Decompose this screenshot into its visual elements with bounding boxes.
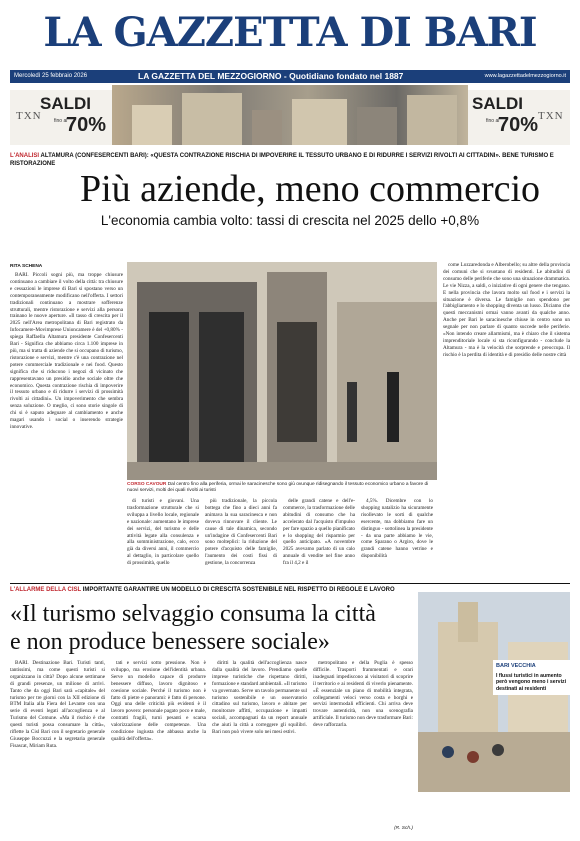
masthead [0,0,580,70]
sidebar-title: BARI VECCHIA [496,663,536,669]
photo-caption-text: Dal centro fino alla periferia, ormai le saracinesche sono giù ovunque ridisegnando il tessuto economico urbano a favore di nuovi servizi, molti dei quali rivolti ai turisti [127,482,429,493]
ad-right-fino: fino al [486,118,500,124]
ad-right[interactable] [468,90,570,145]
article1-column-5 [361,498,433,578]
article1-column-6 [443,262,570,578]
article1-col6-text: come Lozzaredonda e Alberobello; su altre della provincia dei comuni che si svuotano di residenti. Le abitudini di consumo delle periferie che sono una situazione drammatica. Le vie Nizza, a saldi, o iniziative di ogni genere che tengano. E nella provincia che lavora molto sul food e i servizi la situazione è diversa. Le famiglie non spendono per l'abbigliamento e lo shopping diventa un lusso. Diciamo che questi meccanismi ormai vanno avanti da qualche anno. Anche per Bari le saracinesche chiuse in centro sono un segnale per non parlare di quanto succede nelle periferie. «Non intendo creare allarmismi, ma è chiaro che il sistema imprenditoriale locale si sta riconfigurando - conclude la Altamura - ma è la velocità che sorprende e preoccupa. Il rischio è la perdita di identità e di presidio delle nostre città [443,262,570,358]
sidebar-caption-text: I flussi turistici in aumento però vengono meno i servizi destinati ai residenti [496,672,567,692]
street-scene [127,262,437,480]
ad-left-percent: 70% [66,114,107,136]
article2-kicker-label: L'ALLARME DELLA CISL [10,587,82,593]
issue-date: Mercoledì 25 febbraio 2026 [14,73,88,79]
masthead-bar [10,70,570,83]
section-divider [10,583,570,584]
article2-col3-text: diritti la qualità dell'accoglienza nasce dalla qualità del lavoro. Prendiamo quelle imprese turistiche che rispettano diritti, formazione e standard ambientali. «Il turismo va governato. Serve un tavolo permanente sul turismo sostenibile e un osservatorio cittadino sul turismo, lavoro e abitare per monitorare affitti, occupazione e impatti sociali, accompagnati da un report annuale che aiuti la città a correggere gli squilibri. Bari non può vivere solo nei mesi estivi. [212,660,307,736]
skyline-shapes [112,85,468,145]
ad-right-brand: TXN [538,110,564,122]
article2-headline-line1: «Il turismo selvaggio consuma la città [10,601,376,627]
bari-skyline-photo [112,85,468,145]
article2-signature: (R. Sch.) [394,826,413,831]
corso-cavour-photo [127,262,437,480]
article1-col5-text: 4,5%. Dicembre con lo shopping natalizio ha sicuramente risollevato le sorti di qualche esercente, ma dobbiamo fare un distinguo - sottolinea la presidente - da una parte abbiamo le vie, come Sparano o Argiro, dove le grandi catene hanno vetrine e disponibilità [361,498,433,560]
ad-left-brand: TXN [16,110,42,122]
article1-headline: Più aziende, meno commercio [79,168,541,210]
ad-left-saldi: SALDI [40,94,91,113]
article2-column-4 [313,660,413,823]
byline: RITA SCHENA [10,264,43,269]
article1-col4-text: delle grandi catene e dell'e-commerce, la trasformazione delle abitudini di consumo che ha accelerato dal l'acquisto d'impulso per fare spazio a quello pianificato e lo shopping del risparmio per quello anticipato. «A novembre 2025 avevamo parlato di un calo annuale di vendite nel fine anno fra il 4,2 e il [283,498,355,567]
masthead-subtitle: LA GAZZETTA DEL MEZZOGIORNO - Quotidiano fondato nel 1887 [138,71,404,81]
ad-right-saldi: SALDI [472,94,523,113]
website-link[interactable]: www.lagazzettadelmezzogiorno.it [484,73,566,79]
article1-kicker-text: ALTAMURA (CONFESERCENTI BARI): «QUESTA CONTRAZIONE RISCHIA DI IMPOVERIRE IL TESSUTO URBANO E DI RIDURRE I SERVIZI RIVOLTI AI CITTADINI». BENE TURISMO E RISTORAZIONE [10,153,554,167]
ad-right-percent: 70% [498,114,539,136]
article2-kicker [10,586,410,594]
article2-kicker-text: IMPORTANTE GARANTIRE UN MODELLO DI CRESCITA SOSTENIBILE NEL RISPETTO DI REGOLE E LAVORO [82,587,395,593]
article1-kicker [10,152,570,168]
article2-col4-text: metropolitano e della Puglia è spesso difficile. Trasporti frammentati e orari inadeguati impediscono ai visitatori di scoprire il territorio e ai residenti di viverlo pienamente. «È essenziale un piano di mobilità integrata, collegamenti veloci verso costa e borghi e servizi intermodali efficienti. Chi arriva deve trovare autenticità, non una scenografia artificiale. Il turismo non deve trasformare Bari: deve rafforzarla. [313,660,413,729]
article1-column-2 [127,498,199,578]
photo-caption [127,482,437,494]
sidebar-caption [493,660,570,695]
article1-col1-text: BARI. Piccoli sogni più, ma troppe chiusure continuano a cambiare il volto della città: tra chiusure e cessazioni le imprese di Bari si spostano verso un contemporaneamente modificano nell'offerta. I settori tradizionali continuano a mostrare sofferenze strutturali, mentre ristorazione e servizi alla persona trainano le nuove aperture. «Il tasso di crescita per il 2025 nell'Area metropolitana di Bari registrato da Infocamere-Movimprese Unioncamere è del +0,80% - spiega Raffaella Altamura presidente Confesercenti Bari - Significa che abbiamo circa 1.100 imprese in più, ma si tratta di aziende che si occupano di turismo, ristorazione e servizi, mentre c'è una contrazione nel potere commerciale tradizionale e nei food. Questo significa che si riducono i negozi di vicinato che rappresentavano un presidio anche sociale oltre che economico. Questa contrazione rischia di impoverire il tessuto urbano e di ridurre i servizi di prossimità rivolti ai cittadini». Un impoverimento che sembra senza soluzione. O meglio, ci sono storie singole di chi si è saputo adeguare al cambiamento e anche magari usando i social o inserendo strategie innovative. [10,272,123,430]
photo-caption-label: CORSO CAVOUR [127,482,167,487]
article1-kicker-label: L'ANALISI [10,153,40,159]
ad-left-fino: fino al [54,118,68,124]
newspaper-title: LA GAZZETTA DI BARI [43,9,537,56]
article2-column-3 [212,660,307,835]
article1-column-3 [205,498,277,578]
article2-column-1 [10,660,105,835]
article2-column-2 [111,660,206,835]
article1-col3-text: più tradizionale, la piccola bottega che fino a dieci anni fa animava la sua saracinesca e non doveva rinnovare il cliente. Le cause di tale dinamica, secondo un'indagine di Confesercenti Bari sono molteplici: la riduzione del potere d'acquisto delle famiglie, l'aumento dei costi fissi di gestione, la concorrenza [205,498,277,567]
article2-headline [10,600,410,656]
article2-col1-text: BARI. Destinazione Bari. Turisti tanti, tantissimi, ma come questi turisti si organizzano in città? Dopo alcune settimane di grandi presenze, un milione di arrivi. Tanto che da oggi Bari sarà «capitale» del turismo per tre giorni con la XII edizione di BTM Italia alla Fiera del Levante con una serie di eventi legati all'accoglienza e al Turismo del Comune. «Ma il rischio è che questi turisti possa consumare la città», riflette la Cisl Bari con il segretario generale Giuseppe Boccuzzi e la segretaria generale Fisascat, Miriam Ruta. [10,660,105,749]
article1-subhead: L'economia cambia volto: tassi di crescita nel 2025 dello +0,8% [100,213,480,228]
ad-left[interactable] [10,90,112,145]
article1-column-1 [10,272,123,580]
article2-headline-line2: e non produce benessere sociale» [10,629,330,655]
article2-col2-text: tati e servizi sotto pressione. Non è sviluppo, ma erosione dell'identità urbana. Serve un modello capace di produrre benessere diffuso, lavoro dignitoso e coesione sociale. Perché il turismo non è fatto di pietre e panorami: è fatto di persone. Oggi una delle criticità più evidenti è il lavoro povero: personale pagato poco e male, contratti fragili, turni pesanti e scarsa valorizzazione delle competenze. Una condizione ingiusta che abbassa anche la qualità dell'offerta». [111,660,206,742]
article1-col2-text: di turisti e giovani. Una trasformazione strutturale che si sviluppa a livello locale, regionale e nazionale: aumentano le imprese dei servizi, del turismo e delle attività legate alla consulenza e alla somministrazione, calo, ecco già da diversi anni, il commercio al dettaglio, in particolare quello di prossimità, quello [127,498,199,567]
article1-column-4 [283,498,355,578]
